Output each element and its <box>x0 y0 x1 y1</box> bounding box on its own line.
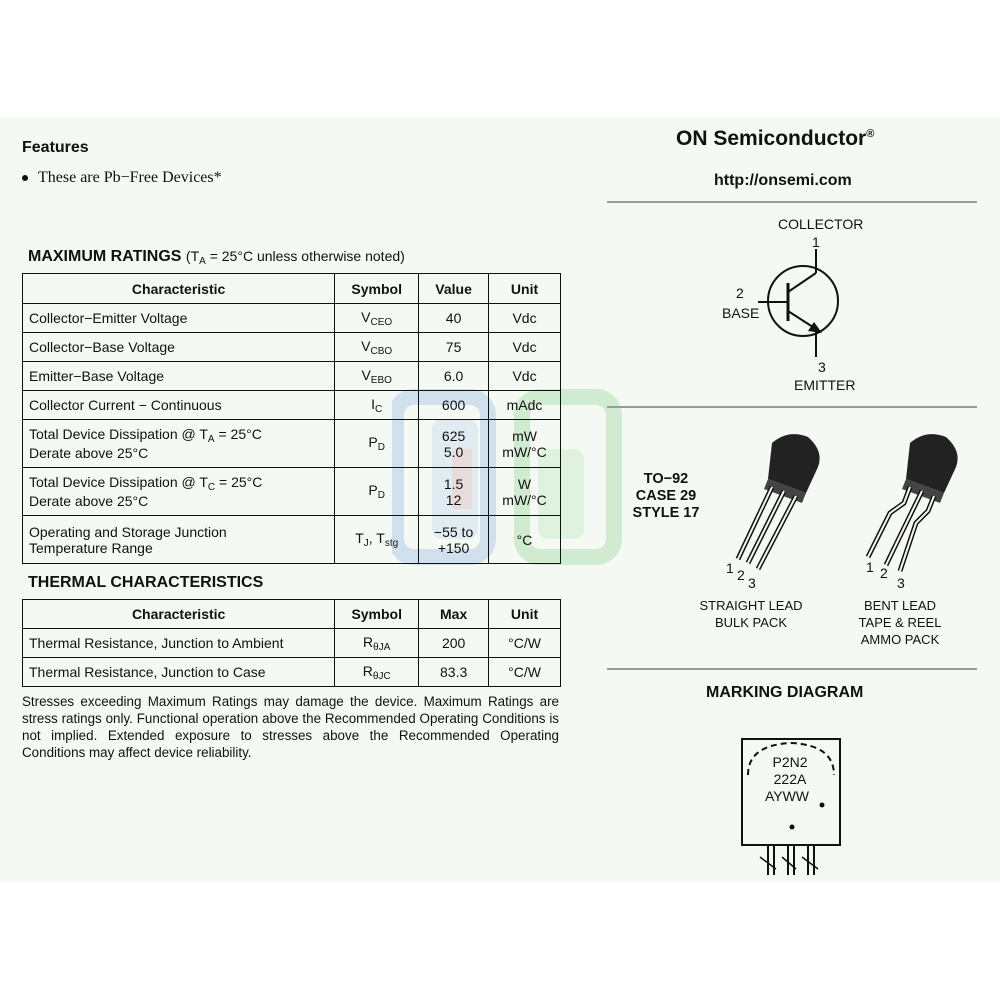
max-ratings-table <box>22 273 561 564</box>
table-row <box>23 420 561 468</box>
col-header: Unit <box>489 600 561 629</box>
thermal-table <box>22 599 561 687</box>
symbol-cell: $T_J$, $T_{stg}$ <box>335 516 419 564</box>
straight-pin-2: 2 <box>737 567 745 583</box>
bent-pin-1: 1 <box>866 559 874 575</box>
value-cell: 625 5.0 <box>419 420 489 468</box>
table-row <box>23 333 561 362</box>
characteristic-cell: Collector−Base Voltage <box>23 333 335 362</box>
value-cell: 6.0 <box>419 362 489 391</box>
thermal-title: THERMAL CHARACTERISTICS <box>28 574 264 591</box>
table-row <box>23 391 561 420</box>
brand-name: ON Semiconductor® <box>676 127 875 150</box>
col-header: Max <box>419 600 489 629</box>
unit-cell: °C/W <box>489 629 561 658</box>
brand-url: http://onsemi.com <box>714 172 852 189</box>
col-header: Value <box>419 274 489 304</box>
symbol-cell: $P_D$ <box>335 420 419 468</box>
symbol-cell: $V_{EBO}$ <box>335 362 419 391</box>
value-cell: 600 <box>419 391 489 420</box>
features-heading: Features <box>22 139 89 156</box>
unit-cell: W mW/°C <box>489 468 561 516</box>
characteristic-cell: Total Device Dissipation @ $T_A = 25^\circ C$ Derate above 25°C <box>23 420 335 468</box>
unit-cell: °C <box>489 516 561 564</box>
bent-pin-2: 2 <box>880 565 888 581</box>
npn-transistor-symbol-icon <box>740 247 850 359</box>
marking-title: MARKING DIAGRAM <box>706 684 864 701</box>
symbol-cell: $P_D$ <box>335 468 419 516</box>
value-cell: −55 to +150 <box>419 516 489 564</box>
characteristic-cell: Emitter−Base Voltage <box>23 362 335 391</box>
characteristic-cell: Thermal Resistance, Junction to Case <box>23 658 335 687</box>
divider <box>607 668 977 670</box>
emitter-label: EMITTER <box>794 377 856 393</box>
bent-lead-caption: BENT LEAD TAPE & REEL AMMO PACK <box>858 598 942 647</box>
bullet-dot-icon <box>22 175 28 181</box>
table-row <box>23 629 561 658</box>
characteristic-cell: Operating and Storage Junction Temperature Range <box>23 516 335 564</box>
base-label: BASE <box>722 305 760 321</box>
characteristic-cell: Collector Current − Continuous <box>23 391 335 420</box>
bent-pin-3: 3 <box>897 575 905 591</box>
max-ratings-note: ($T_A = 25^\circ C$ unless otherwise noted) <box>185 248 405 267</box>
symbol-cell: $V_{CBO}$ <box>335 333 419 362</box>
max-cell: 200 <box>419 629 489 658</box>
to92-bent-lead-icon <box>860 429 970 577</box>
divider <box>607 201 977 203</box>
col-header: Symbol <box>335 600 419 629</box>
table-row <box>23 516 561 564</box>
symbol-cell: $V_{CEO}$ <box>335 304 419 333</box>
symbol-cell: $I_C$ <box>335 391 419 420</box>
straight-lead-caption: STRAIGHT LEAD BULK PACK <box>699 598 803 630</box>
package-label: TO−92 CASE 29 STYLE 17 <box>632 471 700 521</box>
col-header: Characteristic <box>23 274 335 304</box>
unit-cell: mAdc <box>489 391 561 420</box>
emitter-pin: 3 <box>818 359 826 375</box>
col-header: Symbol <box>335 274 419 304</box>
unit-cell: mW mW/°C <box>489 420 561 468</box>
max-ratings-title: MAXIMUM RATINGS ($T_A = 25^\circ C$ unless otherwise noted) <box>28 248 405 267</box>
unit-cell: Vdc <box>489 362 561 391</box>
max-cell: 83.3 <box>419 658 489 687</box>
base-pin: 2 <box>736 285 744 301</box>
marking-text: P2N2 222A AYWW <box>764 754 810 804</box>
table-row <box>23 304 561 333</box>
characteristic-cell: Thermal Resistance, Junction to Ambient <box>23 629 335 658</box>
value-cell: 1.5 12 <box>419 468 489 516</box>
straight-pin-3: 3 <box>748 575 756 591</box>
collector-pin: 1 <box>812 234 820 250</box>
stress-note: Stresses exceeding Maximum Ratings may damage the device. Maximum Ratings are stress ratings only. Functional operation above the Recommended Operating Conditions is not implied. Extended exposure to stresses above the Recommended Operating Conditions may affect device reliability. <box>22 694 559 760</box>
divider <box>607 406 977 408</box>
straight-pin-1: 1 <box>726 560 734 576</box>
characteristic-cell: Total Device Dissipation @ $T_C = 25^\circ C$ Derate above 25°C <box>23 468 335 516</box>
characteristic-cell: Collector−Emitter Voltage <box>23 304 335 333</box>
unit-cell: Vdc <box>489 304 561 333</box>
value-cell: 75 <box>419 333 489 362</box>
value-cell: 40 <box>419 304 489 333</box>
col-header: Unit <box>489 274 561 304</box>
unit-cell: Vdc <box>489 333 561 362</box>
table-row <box>23 658 561 687</box>
table-row <box>23 362 561 391</box>
table-row <box>23 468 561 516</box>
unit-cell: °C/W <box>489 658 561 687</box>
datasheet-page <box>0 117 1000 882</box>
symbol-cell: $R_{\theta JC}$ <box>335 658 419 687</box>
symbol-cell: $R_{\theta JA}$ <box>335 629 419 658</box>
collector-label: COLLECTOR <box>778 216 864 232</box>
features-bullet: These are Pb−Free Devices* <box>22 169 222 187</box>
col-header: Characteristic <box>23 600 335 629</box>
to92-straight-lead-icon <box>722 429 832 577</box>
